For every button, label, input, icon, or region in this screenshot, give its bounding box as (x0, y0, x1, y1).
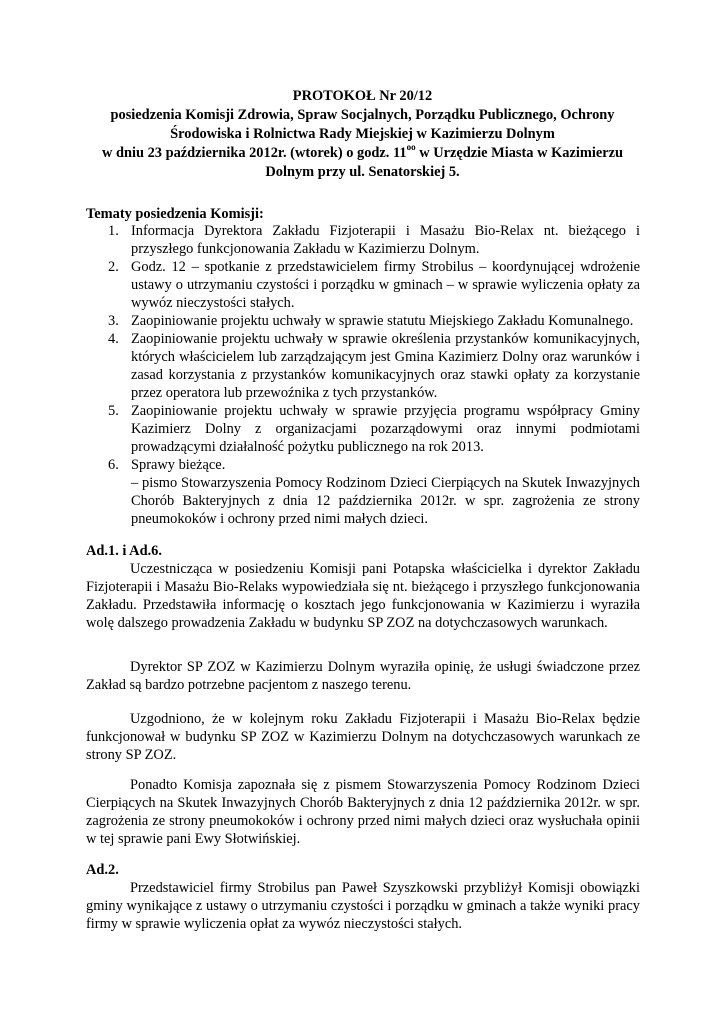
topic-text: Sprawy bieżące. (131, 457, 226, 473)
document-title: PROTOKOŁ Nr 20/12 (292, 88, 433, 104)
section-ad1-p2 (86, 658, 640, 694)
topics-list (86, 222, 640, 528)
topic-text: Zaopiniowanie projektu uchwały w sprawie statutu Miejskiego Zakładu Komunalnego. (131, 313, 634, 329)
section-ad1-p4 (86, 776, 640, 848)
paragraph: Uzgodniono, że w kolejnym roku Zakładu Fizjoterapii i Masażu Bio-Relax będzie funkcjonował w budynku SP ZOZ w Kazimierzu Dolnym na dotychczasowych warunkach ze strony SP ZOZ. (86, 711, 640, 763)
topic-item (86, 312, 640, 330)
section-ad1 (86, 542, 640, 632)
topic-text: Zaopiniowanie projektu uchwały w sprawie określenia przystanków komunikacyjnych, których właścicielem lub zarządzającym jest Gmina Kazimierz Dolny oraz warunków i zasad korzystania z przystanków komunikacyjnych oraz stawki opłaty za korzystanie przez operatora lub przewoźnika z tych przystanków. (131, 331, 640, 401)
header-line-3-start: w dniu 23 października 2012r. (wtorek) o godz. 11 (101, 145, 407, 161)
paragraph: Uczestnicząca w posiedzeniu Komisji pani Potapska właścicielka i dyrektor Zakładu Fizjoterapii i Masażu Bio-Relaks wypowiedziała się nt. bieżącego i przyszłego funkcjonowania Zakładu. Przedstawiła informację o kosztach jego funkcjonowania w Kazimierzu i wyraziła wolę dalszego prowadzenia Zakładu w budynku SP ZOZ na dotychczasowych warunkach. (86, 561, 640, 631)
topic-text: Godz. 12 – spotkanie z przedstawicielem firmy Strobilus – koordynującej wdrożenie ustawy o utrzymaniu czystości i porządku w gminach – w sprawie wyliczenia opłaty za wywóz nieczystości stałych. (131, 259, 640, 311)
topic-text: Zaopiniowanie projektu uchwały w sprawie przyjęcia programu współpracy Gminy Kazimierz Dolny z organizacjami pozarządowymi oraz innymi podmiotami prowadzącymi działalność pożytku publicznego na rok 2013. (131, 403, 640, 455)
section-ad1-p3 (86, 710, 640, 764)
topic-item (86, 456, 640, 528)
topic-subitem: – pismo Stowarzyszenia Pomocy Rodzinom Dzieci Cierpiących na Skutek Inwazyjnych Chorób Bakteryjnych z dnia 12 października 2012r. w spr. zagrożenia ze strony pneumokoków i ochrony przed nimi małych dzieci. (131, 475, 640, 527)
section-heading: Ad.2. (86, 862, 119, 878)
header-line-2: Środowiska i Rolnictwa Rady Miejskiej w Kazimierzu Dolnym (170, 126, 555, 142)
header-line-3-end: w Urzędzie Miasta w Kazimierzu (415, 145, 624, 161)
topic-number: 6. (108, 457, 119, 473)
paragraph: Przedstawiciel firmy Strobilus pan Paweł Szyszkowski przybliżył Komisji obowiązki gminy wynikające z ustawy o utrzymaniu czystości i porządku w gminach a także wyniki pracy firmy w sprawie wyliczenia opłat za wywóz nieczystości stałych. (86, 880, 640, 932)
topic-number: 4. (108, 331, 119, 347)
topic-text: Informacja Dyrektora Zakładu Fizjoterapii i Masażu Bio-Relax nt. bieżącego i przyszłego funkcjonowania Zakładu w Kazimierzu Dolnym. (131, 223, 640, 257)
topics-heading: Tematy posiedzenia Komisji: (86, 206, 264, 222)
topic-number: 3. (108, 313, 119, 329)
section-ad2 (86, 861, 640, 933)
document-header (80, 87, 645, 182)
topic-item (86, 402, 640, 456)
header-line-4: Dolnym przy ul. Senatorskiej 5. (265, 164, 460, 180)
header-line-1: posiedzenia Komisji Zdrowia, Spraw Socjalnych, Porządku Publicznego, Ochrony (110, 107, 615, 123)
header-time-superscript: oo (406, 142, 416, 153)
paragraph: Ponadto Komisja zapoznała się z pismem Stowarzyszenia Pomocy Rodzinom Dzieci Cierpiących na Skutek Inwazyjnych Chorób Bakteryjnych z dnia 12 października 2012r. w spr. zagrożenia ze strony pneumokoków i ochrony przed nimi małych dzieci oraz wysłuchała opinii w tej sprawie pani Ewy Słotwińskiej. (86, 777, 640, 847)
topic-number: 1. (108, 223, 119, 239)
topic-number: 2. (108, 259, 119, 275)
section-heading: Ad.1. i Ad.6. (86, 543, 162, 559)
paragraph: Dyrektor SP ZOZ w Kazimierzu Dolnym wyraziła opinię, że usługi świadczone przez Zakład są bardzo potrzebne pacjentom z naszego terenu. (86, 659, 640, 693)
header-line-3 (80, 144, 645, 163)
topic-item (86, 222, 640, 258)
topic-number: 5. (108, 403, 119, 419)
topic-item (86, 258, 640, 312)
topic-item (86, 330, 640, 402)
